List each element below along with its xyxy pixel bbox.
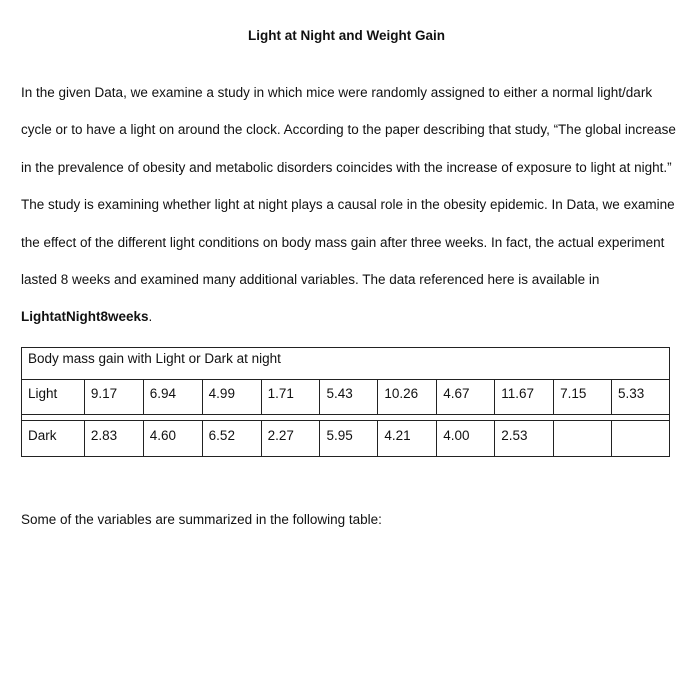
dataset-name: LightatNight8weeks	[21, 309, 149, 325]
row-label-dark: Dark	[22, 421, 85, 457]
table-cell: 10.26	[378, 380, 437, 415]
intro-text: In the given Data, we examine a study in which mice were randomly assigned to either a normal light/dark cycle or to have a light on around the clock. According to the paper describing that study, “The global increase in the prevalence of obesity and metabolic disorders coincides with the increase of exposure to light at night.” The study is examining whether light at night plays a causal role in the obesity epidemic. In Data, we examine the effect of the different light conditions on body mass gain after three weeks. In fact, the actual experiment lasted 8 weeks and examined many additional variables. The data referenced here is available in	[21, 85, 676, 288]
summary-note: Some of the variables are summarized in the following table:	[21, 512, 382, 527]
intro-paragraph	[21, 74, 681, 336]
table-row-light	[22, 380, 670, 415]
document-title: Light at Night and Weight Gain	[248, 28, 445, 43]
table-cell: 4.99	[202, 380, 261, 415]
table-cell	[612, 421, 670, 457]
table-cell: 4.00	[437, 421, 495, 457]
table-cell: 4.67	[437, 380, 495, 415]
table-cell: 9.17	[84, 380, 143, 415]
table-cell: 2.83	[84, 421, 143, 457]
table-cell: 5.95	[320, 421, 378, 457]
table-row-dark	[22, 421, 670, 457]
intro-text-end: .	[148, 309, 153, 325]
table-cell: 2.27	[261, 421, 320, 457]
table-cell: 4.60	[143, 421, 202, 457]
table-caption: Body mass gain with Light or Dark at night	[22, 348, 670, 380]
table-caption-row	[22, 348, 670, 380]
table-cell: 1.71	[261, 380, 320, 415]
table-cell: 2.53	[495, 421, 554, 457]
row-label-light: Light	[22, 380, 85, 415]
table-cell: 11.67	[495, 380, 554, 415]
table-cell: 5.33	[612, 380, 670, 415]
table-cell	[554, 421, 612, 457]
table-cell: 6.52	[202, 421, 261, 457]
table-cell: 4.21	[378, 421, 437, 457]
table-cell: 5.43	[320, 380, 378, 415]
body-mass-table	[21, 347, 670, 457]
table-cell: 7.15	[554, 380, 612, 415]
table-cell: 6.94	[143, 380, 202, 415]
